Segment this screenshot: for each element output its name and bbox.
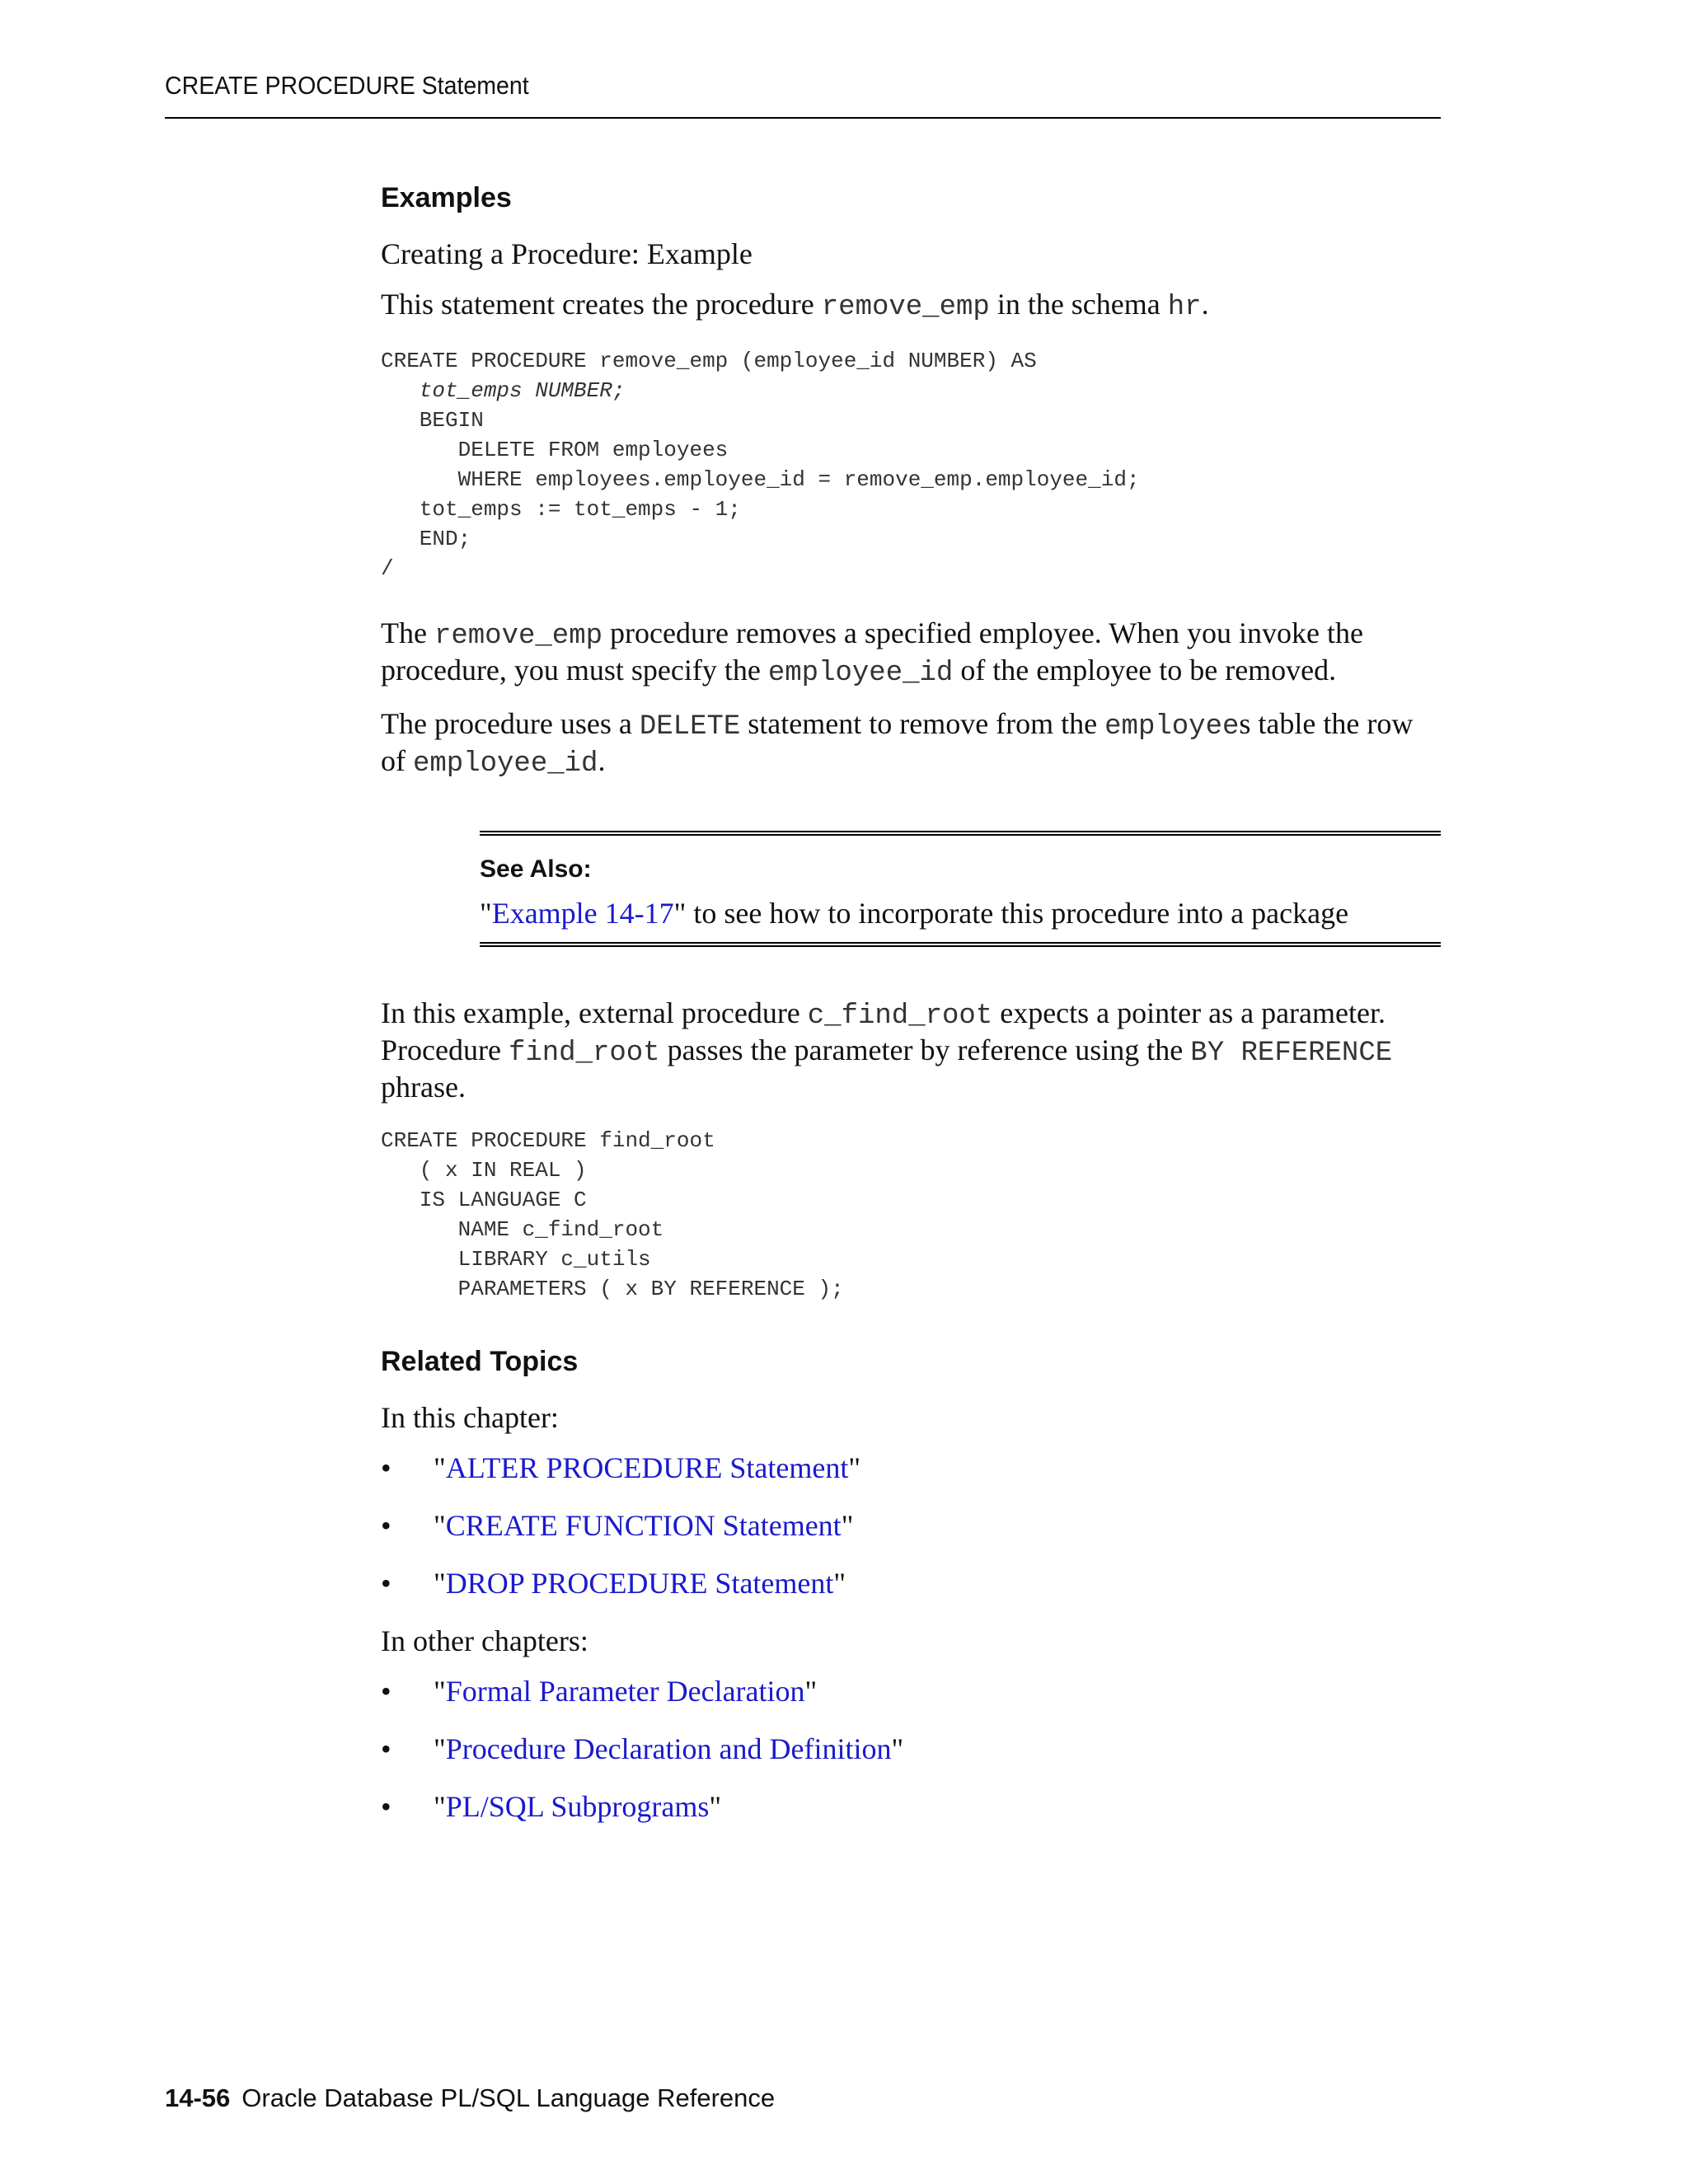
inline-code: employee_id: [767, 658, 954, 689]
list-item: • "Formal Parameter Declaration": [381, 1675, 1441, 1708]
inline-code: find_root: [508, 1038, 660, 1069]
inline-code: remove_emp: [821, 292, 990, 323]
list-item: • "CREATE FUNCTION Statement": [381, 1509, 1441, 1543]
other-chapters-label: In other chapters:: [381, 1624, 588, 1657]
plsql-subprograms-link[interactable]: PL/SQL Subprograms: [445, 1790, 710, 1823]
delete-description: The procedure uses a DELETE statement to remove from the employees table the row of employee_id.: [381, 707, 1414, 780]
this-chapter-list: [381, 1451, 1441, 1601]
related-topics-heading: Related Topics: [381, 1346, 579, 1377]
code-block-remove-emp: CREATE PROCEDURE remove_emp (employee_id NUMBER) AS tot_emps NUMBER; BEGIN DELETE FROM employees WHERE employees.employee_id = remove_emp.employee_id; tot_emps := tot_emps - 1; END; /: [381, 349, 1140, 581]
external-procedure-paragraph: In this example, external procedure c_find_root expects a pointer as a parameter. Procedure find_root passes the parameter by reference using the BY REFERENCE phrase.: [381, 996, 1393, 1104]
create-function-link[interactable]: CREATE FUNCTION Statement: [445, 1509, 842, 1542]
procedure-declaration-link[interactable]: Procedure Declaration and Definition: [445, 1732, 892, 1765]
inline-code: employee: [1104, 711, 1240, 743]
inline-code: DELETE: [639, 711, 741, 743]
page-content: [381, 173, 1441, 1848]
formal-parameter-link[interactable]: Formal Parameter Declaration: [445, 1675, 805, 1708]
running-header: CREATE PROCEDURE Statement: [165, 71, 529, 100]
inline-code: BY REFERENCE: [1190, 1038, 1393, 1069]
book-title: Oracle Database PL/SQL Language Reference: [241, 2083, 776, 2112]
example-subtitle: Creating a Procedure: Example: [381, 237, 753, 270]
inline-code: employee_id: [413, 748, 598, 780]
list-item: • "Procedure Declaration and Definition": [381, 1732, 1441, 1766]
list-item: • "DROP PROCEDURE Statement": [381, 1567, 1441, 1601]
this-chapter-label: In this chapter:: [381, 1401, 559, 1434]
examples-heading: Examples: [381, 182, 512, 213]
alter-procedure-link[interactable]: ALTER PROCEDURE Statement: [445, 1451, 849, 1484]
see-also-heading: See Also:: [480, 855, 592, 883]
remove-emp-description: The remove_emp procedure removes a specified employee. When you invoke the procedure, you must specify the employee_id of the employee to be removed.: [381, 616, 1364, 689]
see-also-text: "Example 14-17" to see how to incorporate this procedure into a package: [480, 897, 1349, 930]
list-item: • "ALTER PROCEDURE Statement": [381, 1451, 1441, 1485]
drop-procedure-link[interactable]: DROP PROCEDURE Statement: [445, 1567, 834, 1600]
inline-code: c_find_root: [807, 1001, 993, 1032]
see-also-box: [480, 831, 1441, 947]
page-number: 14-56: [165, 2083, 231, 2112]
header-rule: [165, 117, 1441, 119]
intro-paragraph: This statement creates the procedure remove_emp in the schema hr.: [381, 288, 1209, 323]
other-chapters-list: [381, 1675, 1441, 1824]
page-footer: [165, 2083, 775, 2113]
code-block-find-root: CREATE PROCEDURE find_root ( x IN REAL ) IS LANGUAGE C NAME c_find_root LIBRARY c_utils PARAMETERS ( x BY REFERENCE );: [381, 1128, 844, 1301]
inline-code: remove_emp: [434, 621, 603, 652]
example-14-17-link[interactable]: Example 14-17: [491, 897, 674, 930]
list-item: • "PL/SQL Subprograms": [381, 1790, 1441, 1824]
inline-code: hr: [1167, 292, 1202, 323]
